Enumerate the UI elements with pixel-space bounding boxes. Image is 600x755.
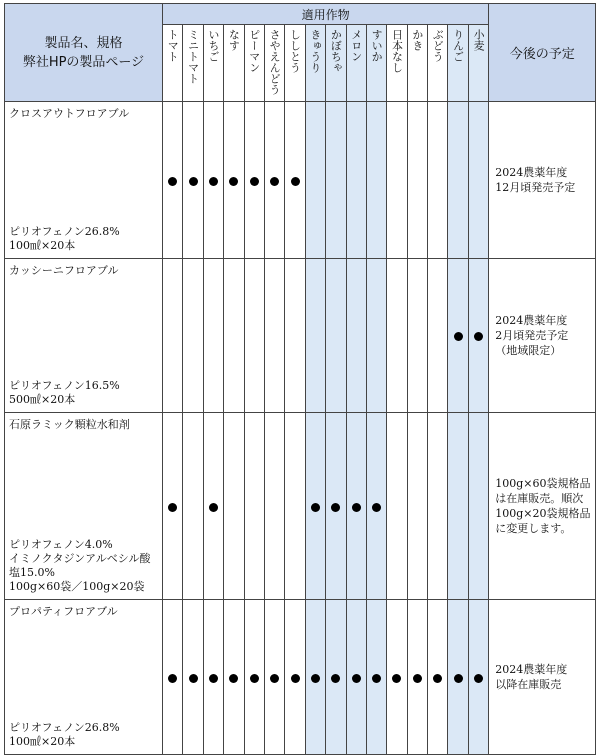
application-cell xyxy=(183,413,203,600)
crop-header-12 xyxy=(407,25,427,102)
crop-application-table xyxy=(4,3,596,755)
applied-dot-icon xyxy=(229,674,238,683)
application-cell xyxy=(448,413,468,600)
application-cell xyxy=(387,259,407,413)
crop-header-3 xyxy=(224,25,244,102)
application-cell xyxy=(448,259,468,413)
application-cell xyxy=(366,600,386,755)
application-cell xyxy=(428,102,448,259)
applied-dot-icon xyxy=(291,177,300,186)
plan-cell: 2024農薬年度 12月頃発売予定 xyxy=(489,102,596,259)
application-cell xyxy=(224,259,244,413)
application-cell xyxy=(264,259,284,413)
applied-dot-icon xyxy=(352,503,361,512)
plan-column-header: 今後の予定 xyxy=(489,4,596,102)
application-cell xyxy=(407,102,427,259)
crop-name-label: メロン xyxy=(349,29,363,62)
application-cell xyxy=(183,259,203,413)
table-row xyxy=(5,102,596,259)
application-cell xyxy=(203,600,223,755)
applied-dot-icon xyxy=(209,177,218,186)
crop-name-label: りんご xyxy=(451,29,465,62)
product-name[interactable]: 石原ラミック顆粒水和剤 xyxy=(9,418,130,431)
crop-name-label: ぶどう xyxy=(431,29,445,62)
applied-dot-icon xyxy=(454,674,463,683)
application-cell xyxy=(244,413,264,600)
header-row-top xyxy=(5,4,596,25)
product-column-header xyxy=(5,4,163,102)
application-cell xyxy=(244,600,264,755)
application-cell xyxy=(305,600,325,755)
application-cell xyxy=(468,102,488,259)
crops-group-header: 適用作物 xyxy=(163,4,489,25)
plan-cell: 100g×60袋規格品は在庫販売。順次100g×20袋規格品に変更します。 xyxy=(489,413,596,600)
product-column-header-text: 製品名、規格 弊社HPの製品ページ xyxy=(22,35,145,70)
crop-header-9 xyxy=(346,25,366,102)
application-cell xyxy=(407,259,427,413)
application-cell xyxy=(285,600,305,755)
applied-dot-icon xyxy=(189,177,198,186)
application-cell xyxy=(387,413,407,600)
applied-dot-icon xyxy=(189,674,198,683)
crop-header-10 xyxy=(366,25,386,102)
crop-header-8 xyxy=(326,25,346,102)
product-cell xyxy=(5,102,163,259)
applied-dot-icon xyxy=(454,332,463,341)
application-cell xyxy=(305,102,325,259)
applied-dot-icon xyxy=(168,674,177,683)
application-cell xyxy=(407,600,427,755)
applied-dot-icon xyxy=(229,177,238,186)
application-cell xyxy=(203,102,223,259)
crop-name-label: ししとう xyxy=(288,29,302,73)
product-spec: ピリオフェノン4.0% イミノクタジンアルベシル酸塩15.0% 100g×60袋／100g×20袋 xyxy=(9,538,151,593)
crop-header-5 xyxy=(264,25,284,102)
applied-dot-icon xyxy=(250,674,259,683)
application-cell xyxy=(407,413,427,600)
application-cell xyxy=(326,413,346,600)
applied-dot-icon xyxy=(209,674,218,683)
applied-dot-icon xyxy=(413,674,422,683)
application-cell xyxy=(366,102,386,259)
application-cell xyxy=(448,102,468,259)
applied-dot-icon xyxy=(311,503,320,512)
table-row xyxy=(5,600,596,755)
product-spec: ピリオフェノン16.5% 500㎖×20本 xyxy=(9,379,120,406)
applied-dot-icon xyxy=(372,674,381,683)
application-cell xyxy=(285,413,305,600)
application-cell xyxy=(326,600,346,755)
crop-name-label: ピーマン xyxy=(247,29,261,73)
crop-header-7 xyxy=(305,25,325,102)
applied-dot-icon xyxy=(291,674,300,683)
crop-name-label: 日本なし xyxy=(390,29,404,73)
applied-dot-icon xyxy=(168,503,177,512)
application-cell xyxy=(326,259,346,413)
crop-header-14 xyxy=(448,25,468,102)
application-cell xyxy=(285,102,305,259)
crop-header-11 xyxy=(387,25,407,102)
crop-name-label: ミニトマト xyxy=(186,29,200,84)
crop-name-label: なす xyxy=(227,29,241,51)
application-cell xyxy=(163,413,183,600)
crop-name-label: かぼちゃ xyxy=(329,29,343,73)
application-cell xyxy=(305,413,325,600)
crop-name-label: すいか xyxy=(370,29,384,62)
crop-name-label: トマト xyxy=(166,29,180,62)
application-cell xyxy=(326,102,346,259)
crop-header-13 xyxy=(428,25,448,102)
crop-header-1 xyxy=(183,25,203,102)
table-row xyxy=(5,413,596,600)
application-cell xyxy=(183,600,203,755)
application-cell xyxy=(448,600,468,755)
application-cell xyxy=(163,102,183,259)
applied-dot-icon xyxy=(372,503,381,512)
application-cell xyxy=(366,259,386,413)
application-cell xyxy=(346,413,366,600)
application-cell xyxy=(387,102,407,259)
application-cell xyxy=(264,600,284,755)
application-cell xyxy=(203,259,223,413)
crop-name-label: 小麦 xyxy=(472,29,486,51)
application-cell xyxy=(387,600,407,755)
crop-name-label: きゅうり xyxy=(308,29,322,73)
application-cell xyxy=(183,102,203,259)
product-name[interactable]: クロスアウトフロアブル xyxy=(9,107,130,120)
product-cell xyxy=(5,600,163,755)
applied-dot-icon xyxy=(392,674,401,683)
product-name[interactable]: カッシーニフロアブル xyxy=(9,264,119,277)
applied-dot-icon xyxy=(433,674,442,683)
crop-name-label: かき xyxy=(410,29,424,51)
application-cell xyxy=(224,102,244,259)
crop-name-label: さやえんどう xyxy=(268,29,282,95)
application-cell xyxy=(264,102,284,259)
plan-cell: 2024農薬年度 2月頃発売予定 （地域限定） xyxy=(489,259,596,413)
crop-header-2 xyxy=(203,25,223,102)
application-cell xyxy=(244,259,264,413)
application-cell xyxy=(264,413,284,600)
application-cell xyxy=(428,600,448,755)
application-cell xyxy=(224,600,244,755)
plan-cell: 2024農薬年度 以降在庫販売 xyxy=(489,600,596,755)
application-cell xyxy=(346,259,366,413)
product-cell xyxy=(5,259,163,413)
applied-dot-icon xyxy=(331,503,340,512)
crop-name-label: いちご xyxy=(206,29,220,62)
application-cell xyxy=(163,600,183,755)
application-cell xyxy=(244,102,264,259)
product-spec: ピリオフェノン26.8% 100㎖×20本 xyxy=(9,225,120,252)
application-cell xyxy=(224,413,244,600)
product-name[interactable]: プロパティフロアブル xyxy=(9,605,118,618)
crop-header-6 xyxy=(285,25,305,102)
application-cell xyxy=(428,259,448,413)
applied-dot-icon xyxy=(474,674,483,683)
application-cell xyxy=(305,259,325,413)
application-cell xyxy=(285,259,305,413)
applied-dot-icon xyxy=(168,177,177,186)
product-spec: ピリオフェノン26.8% 100㎖×20本 xyxy=(9,721,120,748)
application-cell xyxy=(468,413,488,600)
applied-dot-icon xyxy=(331,674,340,683)
application-cell xyxy=(163,259,183,413)
application-cell xyxy=(468,600,488,755)
applied-dot-icon xyxy=(209,503,218,512)
applied-dot-icon xyxy=(474,332,483,341)
application-cell xyxy=(346,600,366,755)
applied-dot-icon xyxy=(311,674,320,683)
applied-dot-icon xyxy=(250,177,259,186)
table-row xyxy=(5,259,596,413)
applied-dot-icon xyxy=(270,674,279,683)
crop-header-0 xyxy=(163,25,183,102)
product-cell xyxy=(5,413,163,600)
crop-header-4 xyxy=(244,25,264,102)
crop-header-15 xyxy=(468,25,488,102)
applied-dot-icon xyxy=(270,177,279,186)
application-cell xyxy=(468,259,488,413)
application-cell xyxy=(428,413,448,600)
application-cell xyxy=(203,413,223,600)
application-cell xyxy=(346,102,366,259)
applied-dot-icon xyxy=(352,674,361,683)
application-cell xyxy=(366,413,386,600)
